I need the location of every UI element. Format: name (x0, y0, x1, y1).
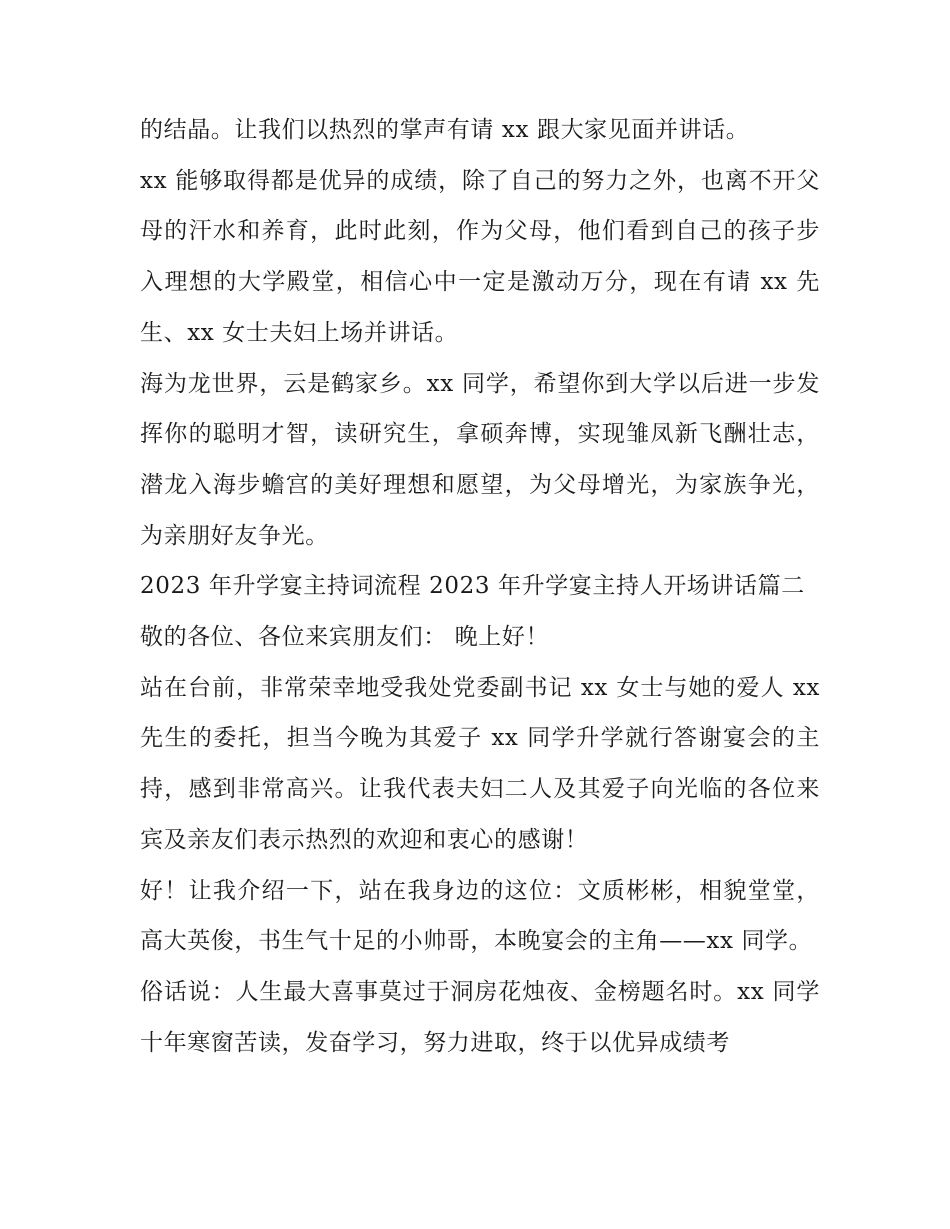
paragraph-6: 站在台前，非常荣幸地受我处党委副书记 xx 女士与她的爱人 xx 先生的委托，担当今晚为其爱子 xx 同学升学就行答谢宴会的主持，感到非常高兴。让我代表夫妇二人及其爱子向光临的各位来宾及亲友们表示热烈的欢迎和衷心的感谢！ (140, 674, 820, 853)
paragraph-8: 俗话说：人生最大喜事莫过于洞房花烛夜、金榜题名时。xx 同学十年寒窗苦读，发奋学习，努力进取，终于以优异成绩考 (140, 978, 820, 1056)
section-heading: 2023 年升学宴主持词流程 2023 年升学宴主持人开场讲话篇二 (140, 573, 805, 600)
paragraph-2: xx 能够取得都是优异的成绩，除了自己的努力之外，也离不开父母的汗水和养育，此时此刻，作为父母，他们看到自己的孩子步入理想的大学殿堂，相信心中一定是激动万分，现在有请 xx 先生、xx 女士夫妇上场并讲话。 (140, 167, 820, 346)
greeting: 敬的各位、各位来宾朋友们： 晚上好！ (140, 624, 550, 651)
paragraph-3: 海为龙世界，云是鹤家乡。xx 同学，希望你到大学以后进一步发挥你的聪明才智，读研究生，拿硕奔博，实现雏凤新飞酬壮志，潜龙入海步蟾宫的美好理想和愿望，为父母增光，为家族争光，为亲朋好友争光。 (140, 370, 820, 549)
paragraph-1: 的结晶。让我们以热烈的掌声有请 xx 跟大家见面并讲话。 (140, 117, 750, 143)
document-body (140, 105, 820, 1068)
paragraph-7: 好！让我介绍一下，站在我身边的这位：文质彬彬，相貌堂堂，高大英俊，书生气十足的小帅哥，本晚宴会的主角——xx 同学。 (140, 877, 820, 955)
